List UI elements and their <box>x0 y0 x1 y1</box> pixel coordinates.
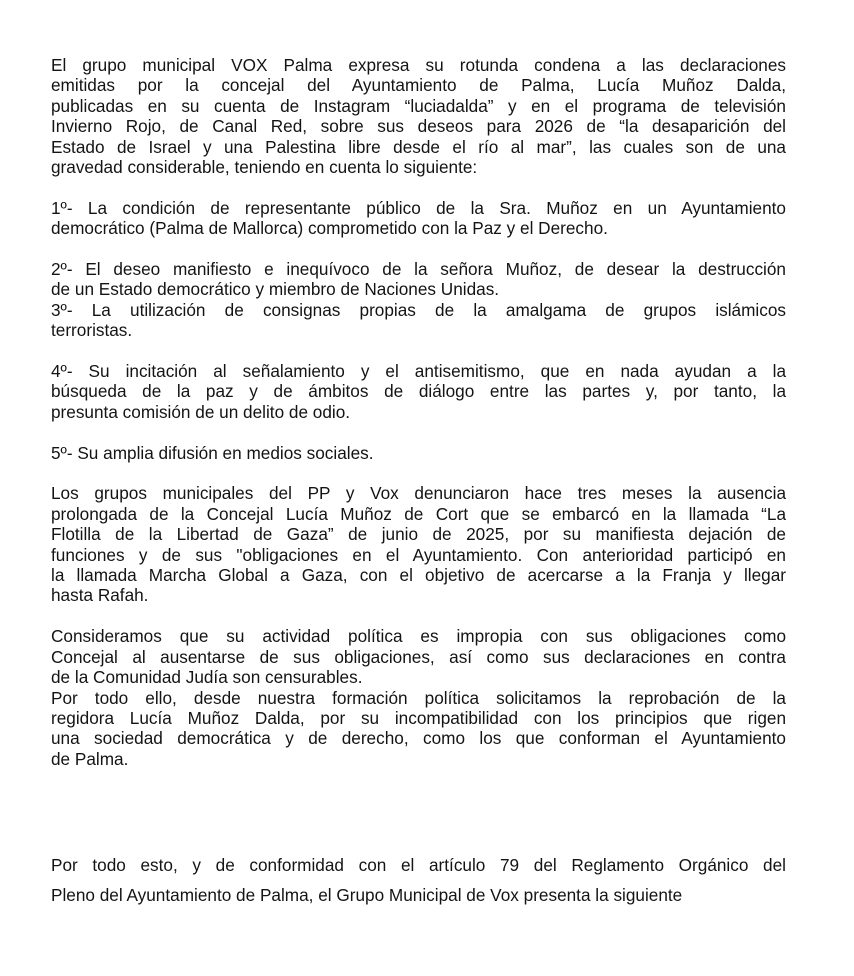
point-1-paragraph <box>51 198 786 239</box>
text-line: de Palma. <box>51 748 129 769</box>
document-page <box>51 55 786 910</box>
background-paragraph <box>51 483 786 605</box>
text-line: Concejal al ausentarse de sus obligaciones, así como sus declaraciones en contra <box>51 646 786 667</box>
text-line: gravedad considerable, teniendo en cuenta lo siguiente: <box>51 157 478 178</box>
text-line: hasta Rafah. <box>51 585 149 606</box>
text-line: emitidas por la concejal del Ayuntamiento de Palma, Lucía Muñoz Dalda, <box>51 75 786 96</box>
intro-paragraph <box>51 55 786 177</box>
request-paragraph <box>51 688 786 770</box>
text-line: búsqueda de la paz y de ámbitos de diálogo entre las partes y, por tanto, la <box>51 381 786 402</box>
text-line: 4º- Su incitación al señalamiento y el antisemitismo, que en nada ayudan a la <box>51 361 786 382</box>
text-line: 2º- El deseo manifiesto e inequívoco de la señora Muñoz, de desear la destrucción <box>51 259 786 280</box>
text-line: Por todo ello, desde nuestra formación política solicitamos la reprobación de la <box>51 687 786 708</box>
closing-paragraph <box>51 850 786 910</box>
text-line: publicadas en su cuenta de Instagram “luciadalda” y en el programa de televisión <box>51 95 786 116</box>
point-5-paragraph <box>51 443 786 463</box>
consideration-paragraph <box>51 626 786 687</box>
paragraph-spacer <box>51 177 786 197</box>
point-3-paragraph <box>51 300 786 341</box>
text-line: prolongada de la Concejal Lucía Muñoz de Cort que se embarcó en la llamada “La <box>51 503 786 524</box>
text-line: Estado de Israel y una Palestina libre desde el río al mar”, las cuales son de una <box>51 136 786 157</box>
text-line: Invierno Rojo, de Canal Red, sobre sus deseos para 2026 de “la desaparición del <box>51 116 786 137</box>
text-line: una sociedad democrática y de derecho, como los que conforman el Ayuntamiento <box>51 728 786 749</box>
text-line: la llamada Marcha Global a Gaza, con el objetivo de acercarse a la Franja y llegar <box>51 565 786 586</box>
paragraph-spacer <box>51 606 786 626</box>
text-line: de un Estado democrático y miembro de Naciones Unidas. <box>51 279 500 300</box>
text-line: El grupo municipal VOX Palma expresa su rotunda condena a las declaraciones <box>51 55 786 75</box>
text-line: 5º- Su amplia difusión en medios sociales. <box>51 442 374 463</box>
text-line: Por todo esto, y de conformidad con el artículo 79 del Reglamento Orgánico del <box>51 855 786 876</box>
section-spacer <box>51 769 786 850</box>
point-4-paragraph <box>51 361 786 422</box>
paragraph-spacer <box>51 341 786 361</box>
text-line: Los grupos municipales del PP y Vox denunciaron hace tres meses la ausencia <box>51 483 786 504</box>
text-line: 3º- La utilización de consignas propias de la amalgama de grupos islámicos <box>51 299 786 320</box>
text-line: Consideramos que su actividad política es impropia con sus obligaciones como <box>51 626 786 647</box>
text-line: presunta comisión de un delito de odio. <box>51 401 351 422</box>
paragraph-spacer <box>51 463 786 483</box>
text-line: regidora Lucía Muñoz Dalda, por su incompatibilidad con los principios que rigen <box>51 707 786 728</box>
paragraph-spacer <box>51 239 786 259</box>
text-line: Pleno del Ayuntamiento de Palma, el Grupo Municipal de Vox presenta la siguiente <box>51 885 683 906</box>
text-line: democrático (Palma de Mallorca) comprometido con la Paz y el Derecho. <box>51 218 608 239</box>
text-line: 1º- La condición de representante público de la Sra. Muñoz en un Ayuntamiento <box>51 197 786 218</box>
text-line: funciones y de sus "obligaciones en el Ayuntamiento. Con anterioridad participó en <box>51 544 786 565</box>
text-line: terroristas. <box>51 320 133 341</box>
text-line: Flotilla de la Libertad de Gaza” de junio de 2025, por su manifiesta dejación de <box>51 524 786 545</box>
text-line: de la Comunidad Judía son censurables. <box>51 667 363 688</box>
point-2-paragraph <box>51 259 786 300</box>
paragraph-spacer <box>51 422 786 442</box>
